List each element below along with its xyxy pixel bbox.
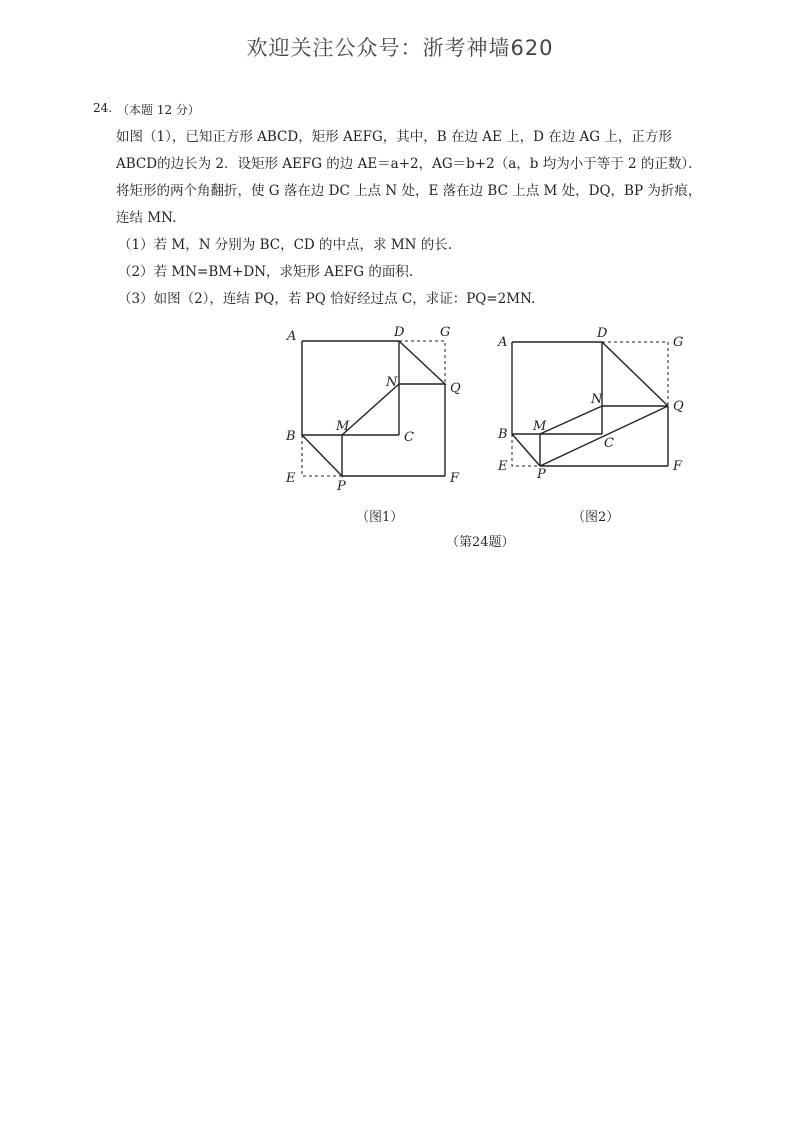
fig2-label-C: C [604,436,614,451]
fig2-label-A: A [498,335,508,350]
figure-2-diagram [512,342,668,466]
fig2-label-E: E [498,459,508,474]
fig1-label-B: B [286,429,296,444]
figure-2-caption: （图2） [572,510,620,525]
question-score: （本题 12 分） [117,103,200,117]
fig2-label-P: P [537,467,546,482]
fig2-label-Q: Q [673,399,684,414]
figure-1-diagram [302,341,445,476]
fig1-label-N: N [386,375,398,390]
question-part-2: （2）若 MN=BM+DN，求矩形 AEFG 的面积. [118,264,414,280]
fig1-label-D: D [394,325,405,340]
fig2-label-F: F [673,459,683,474]
fig1-label-Q: Q [450,381,461,396]
fig1-label-E: E [286,471,296,486]
question-number: 24. [93,101,113,115]
question-text-line-2: ABCD的边长为 2．设矩形 AEFG 的边 AE＝a+2，AG＝b+2（a，b 均为小于等于 2 的正数）． [116,156,702,172]
question-text-line-4: 连结 MN. [116,210,177,226]
question-part-3: （3）如图（2），连结 PQ，若 PQ 恰好经过点 C，求证：PQ=2MN. [118,291,536,307]
fig1-label-F: F [450,471,460,486]
question-part-1: （1）若 M，N 分别为 BC，CD 的中点，求 MN 的长. [118,237,453,253]
fig1-label-M: M [336,419,350,434]
fig1-label-C: C [404,430,414,445]
fig2-label-D: D [597,326,608,341]
fig2-label-G: G [673,335,684,350]
page-header-banner: 欢迎关注公众号：浙考神墙620 [246,36,554,60]
question-figure-caption: （第24题） [446,535,515,550]
fig2-label-M: M [533,419,547,434]
fig1-label-A: A [287,329,297,344]
figure-1-caption: （图1） [356,510,404,525]
fig1-label-P: P [337,479,346,494]
fig1-label-G: G [440,325,451,340]
fig2-label-B: B [498,427,508,442]
question-text-line-3: 将矩形的两个角翻折，使 G 落在边 DC 上点 N 处，E 落在边 BC 上点 M 处，DQ，BP 为折痕， [116,183,702,199]
fig2-label-N: N [591,392,603,407]
question-text-line-1: 如图（1），已知正方形 ABCD，矩形 AEFG，其中，B 在边 AE 上，D 在边 AG 上，正方形 [116,129,672,145]
